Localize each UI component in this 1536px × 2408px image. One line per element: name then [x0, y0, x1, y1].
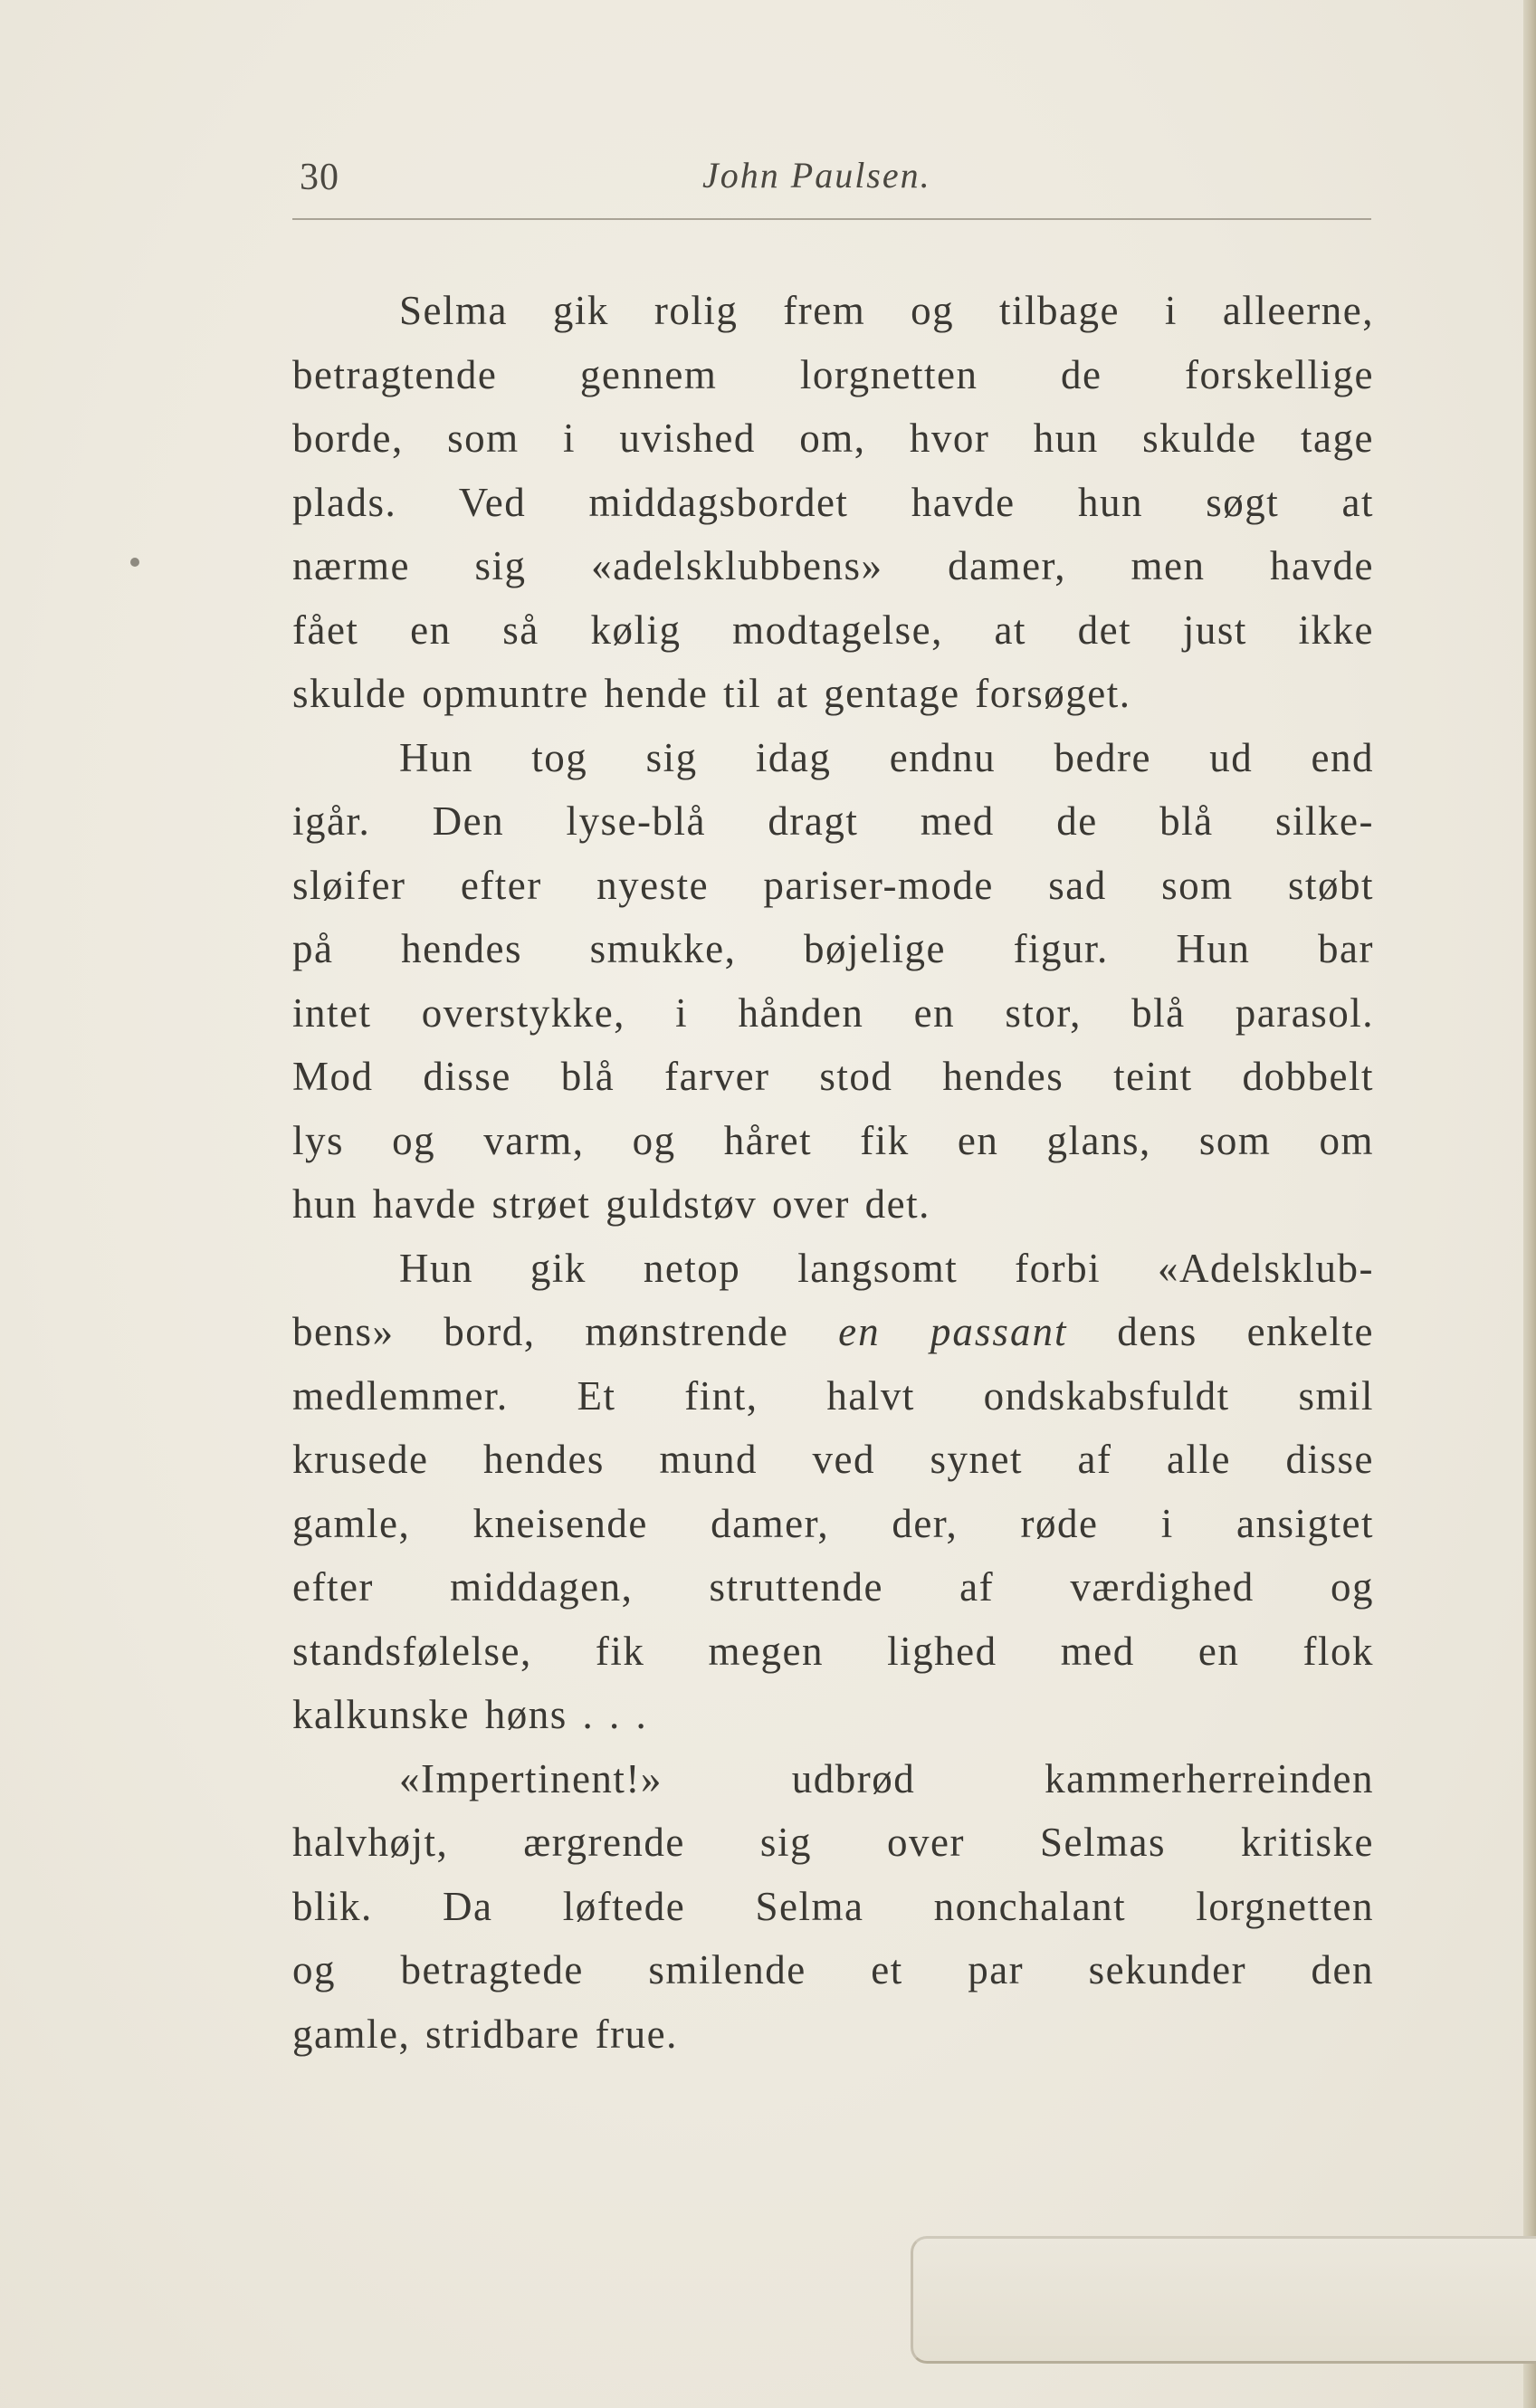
- text-line: Hun tog sig idag endnu bedre ud end: [399, 734, 1374, 780]
- text-line: hun havde strøet guldstøv over det.: [292, 1181, 930, 1227]
- text-line: på hendes smukke, bøjelige figur. Hun bar: [292, 926, 1374, 971]
- text-line: nærme sig «adelsklubbens» damer, men havde: [292, 543, 1374, 588]
- running-head: John Paulsen.: [702, 155, 931, 196]
- text-line: borde, som i uvished om, hvor hun skulde tage: [292, 416, 1374, 461]
- header-rule: [292, 218, 1371, 220]
- text-line: krusede hendes mund ved synet af alle disse: [292, 1437, 1374, 1482]
- text-line: halvhøjt, ærgrende sig over Selmas kritiske: [292, 1820, 1374, 1865]
- text-line: igår. Den lyse-blå dragt med de blå silke-: [292, 798, 1374, 844]
- body-text: [292, 279, 1374, 2066]
- text-line: intet overstykke, i hånden en stor, blå parasol.: [292, 989, 1374, 1036]
- text-segment: dens enkelte: [1067, 1309, 1374, 1354]
- page-edge-shadow: [1523, 0, 1536, 2408]
- text-line: sløifer efter nyeste pariser-mode sad som støbt: [292, 862, 1374, 908]
- page-header: [292, 145, 1371, 208]
- text-line: medlemmer. Et fint, halvt ondskabsfuldt smil: [292, 1372, 1374, 1419]
- text-line: [292, 1300, 1374, 1364]
- text-line: skulde opmuntre hende til at gentage forsøget.: [292, 671, 1131, 716]
- text-line: plads. Ved middagsbordet havde hun søgt at: [292, 479, 1374, 525]
- page-number: 30: [300, 157, 339, 198]
- italic-phrase: en passant: [838, 1309, 1068, 1354]
- text-line: gamle, kneisende damer, der, røde i ansigtet: [292, 1500, 1374, 1546]
- text-line: lys og varm, og håret fik en glans, som om: [292, 1117, 1374, 1163]
- page-tab-shadow: [911, 2236, 1536, 2364]
- text-line: blik. Da løftede Selma nonchalant lorgnetten: [292, 1883, 1374, 1929]
- text-line: Selma gik rolig frem og tilbage i alleerne,: [399, 288, 1374, 333]
- text-line: «Impertinent!» udbrød kammerherreinden: [399, 1755, 1374, 1801]
- text-line: efter middagen, struttende af værdighed og: [292, 1564, 1374, 1610]
- text-line: standsfølelse, fik megen lighed med en flok: [292, 1628, 1374, 1674]
- text-line: Mod disse blå farver stod hendes teint dobbelt: [292, 1054, 1374, 1099]
- text-line: betragtende gennem lorgnetten de forskellige: [292, 351, 1374, 397]
- paper-speck: [130, 558, 139, 567]
- text-line: og betragtede smilende et par sekunder den: [292, 1947, 1374, 1992]
- text-line: Hun gik netop langsomt forbi «Adelsklub-: [399, 1245, 1374, 1291]
- text-segment: bens» bord, mønstrende: [292, 1309, 839, 1354]
- text-line: kalkunske høns . . .: [292, 1692, 648, 1737]
- text-line: gamle, stridbare frue.: [292, 2011, 678, 2057]
- text-line: fået en så kølig modtagelse, at det just ikke: [292, 607, 1374, 653]
